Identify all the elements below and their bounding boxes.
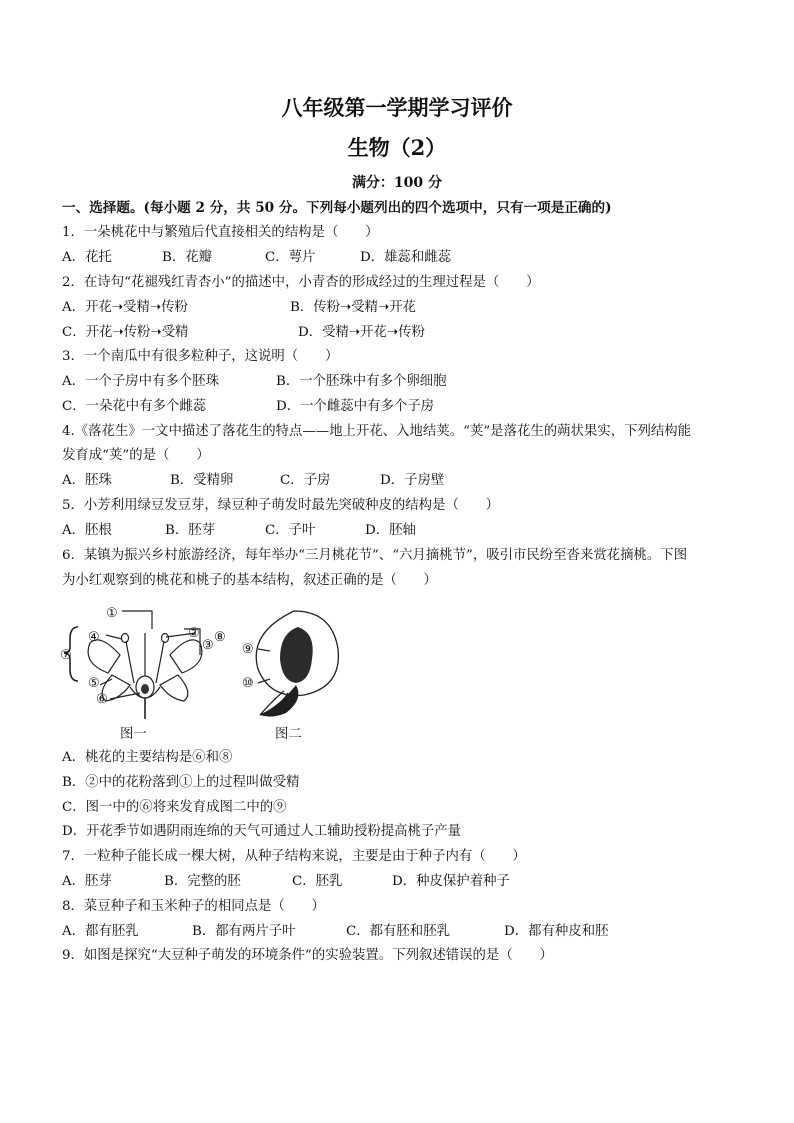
q8-option-b: B．都有两片子叶 bbox=[192, 924, 296, 939]
q7-option-d: D．种皮保护着种子 bbox=[392, 874, 510, 889]
q1-option-a: A．花托 bbox=[62, 250, 112, 265]
section-heading: 一、选择题。(每小题 2 分，共 50 分。下列每小题列出的四个选项中，只有一项是正确的) bbox=[62, 200, 612, 216]
fig1-label-4: ④ bbox=[88, 630, 100, 645]
question-5-stem: 5．小芳利用绿豆发豆芽，绿豆种子萌发时最先突破种皮的结构是（ ） bbox=[62, 498, 500, 513]
fig1-label-1: ① bbox=[106, 606, 118, 621]
fig1-label-5: ⑤ bbox=[88, 676, 100, 691]
question-3-stem: 3．一个南瓜中有很多粒种子，这说明（ ） bbox=[62, 349, 339, 364]
q1-option-b: B．花瓣 bbox=[162, 250, 213, 265]
fig1-label-8: ⑧ bbox=[214, 630, 226, 645]
q5-option-d: D．胚轴 bbox=[365, 523, 416, 538]
figure-2-peach-fruit bbox=[240, 603, 350, 719]
q7-option-a: A．胚芽 bbox=[62, 874, 112, 889]
page-title: 八年级第一学期学习评价 bbox=[281, 95, 513, 120]
q1-option-d: D．雄蕊和雌蕊 bbox=[360, 250, 452, 265]
q7-option-b: B．完整的胚 bbox=[164, 874, 241, 889]
fig1-label-7: ⑦ bbox=[60, 648, 72, 663]
q4-option-c: C．子房 bbox=[280, 473, 331, 488]
q3-option-b: B．一个胚珠中有多个卵细胞 bbox=[276, 374, 447, 389]
fig1-label-6: ⑥ bbox=[96, 692, 108, 707]
score-line: 满分：100 分 bbox=[351, 175, 443, 191]
q5-option-b: B．胚芽 bbox=[165, 523, 216, 538]
question-4-stem-line2: 发育成“荚”的是（ ） bbox=[62, 448, 210, 463]
q8-option-d: D．都有种皮和胚 bbox=[504, 924, 609, 939]
fig2-label-10: ⑩ bbox=[242, 676, 254, 691]
q1-option-c: C．萼片 bbox=[265, 250, 316, 265]
question-2-stem: 2．在诗句“花褪残红青杏小”的描述中，小青杏的形成经过的生理过程是（ ） bbox=[62, 275, 540, 290]
question-4-stem-line1: 4.《落花生》一文中描述了落花生的特点——地上开花、入地结荚。“荚”是落花生的蒴状果实，下列结构能 bbox=[62, 424, 692, 439]
q6-option-d: D．开花季节如遇阴雨连绵的天气可通过人工辅助授粉提高桃子产量 bbox=[62, 824, 462, 839]
q2-option-a: A．开花➝受精➝传粉 bbox=[62, 300, 188, 315]
q3-option-a: A．一个子房中有多个胚珠 bbox=[62, 374, 219, 389]
q4-option-d: D．子房壁 bbox=[380, 473, 445, 488]
q6-option-c: C．图一中的⑥将来发育成图二中的⑨ bbox=[62, 800, 287, 815]
figure-1-peach-flower bbox=[60, 603, 240, 719]
question-6-stem-line1: 6．某镇为振兴乡村旅游经济，每年举办“三月桃花节”、“六月摘桃节”，吸引市民纷至沓来赏花摘桃。下图 bbox=[62, 548, 688, 563]
fig2-label-9: ⑨ bbox=[242, 642, 254, 657]
q2-option-d: D．受精➝开花➝传粉 bbox=[298, 325, 425, 340]
figure-2-caption: 图二 bbox=[275, 727, 302, 742]
q2-option-b: B．传粉➝受精➝开花 bbox=[290, 300, 417, 315]
q8-option-c: C．都有胚和胚乳 bbox=[346, 924, 450, 939]
figure-1-caption: 图一 bbox=[120, 727, 147, 742]
question-1-stem: 1．一朵桃花中与繁殖后代直接相关的结构是（ ） bbox=[62, 225, 379, 240]
question-8-stem: 8．菜豆种子和玉米种子的相同点是（ ） bbox=[62, 899, 325, 914]
q3-option-d: D．一个雌蕊中有多个子房 bbox=[276, 399, 435, 414]
q5-option-c: C．子叶 bbox=[265, 523, 316, 538]
q2-option-c: C．开花➝传粉➝受精 bbox=[62, 325, 189, 340]
question-9-stem: 9．如图是探究“大豆种子萌发的环境条件”的实验装置。下列叙述错误的是（ ） bbox=[62, 948, 553, 963]
subject-title: 生物（2） bbox=[347, 135, 447, 160]
q8-option-a: A．都有胚乳 bbox=[62, 924, 139, 939]
q6-option-a: A．桃花的主要结构是⑥和⑧ bbox=[62, 750, 233, 765]
fig1-label-2: ② bbox=[188, 626, 200, 641]
q5-option-a: A．胚根 bbox=[62, 523, 112, 538]
q6-option-b: B．②中的花粉落到①上的过程叫做受精 bbox=[62, 775, 300, 790]
question-6-stem-line2: 为小红观察到的桃花和桃子的基本结构，叙述正确的是（ ） bbox=[62, 573, 437, 588]
fig1-label-3: ③ bbox=[202, 638, 214, 653]
q4-option-a: A．胚珠 bbox=[62, 473, 112, 488]
q3-option-c: C．一朵花中有多个雌蕊 bbox=[62, 399, 207, 414]
question-7-stem: 7．一粒种子能长成一棵大树，从种子结构来说，主要是由于种子内有（ ） bbox=[62, 849, 526, 864]
q7-option-c: C．胚乳 bbox=[292, 874, 343, 889]
q4-option-b: B．受精卵 bbox=[170, 473, 234, 488]
